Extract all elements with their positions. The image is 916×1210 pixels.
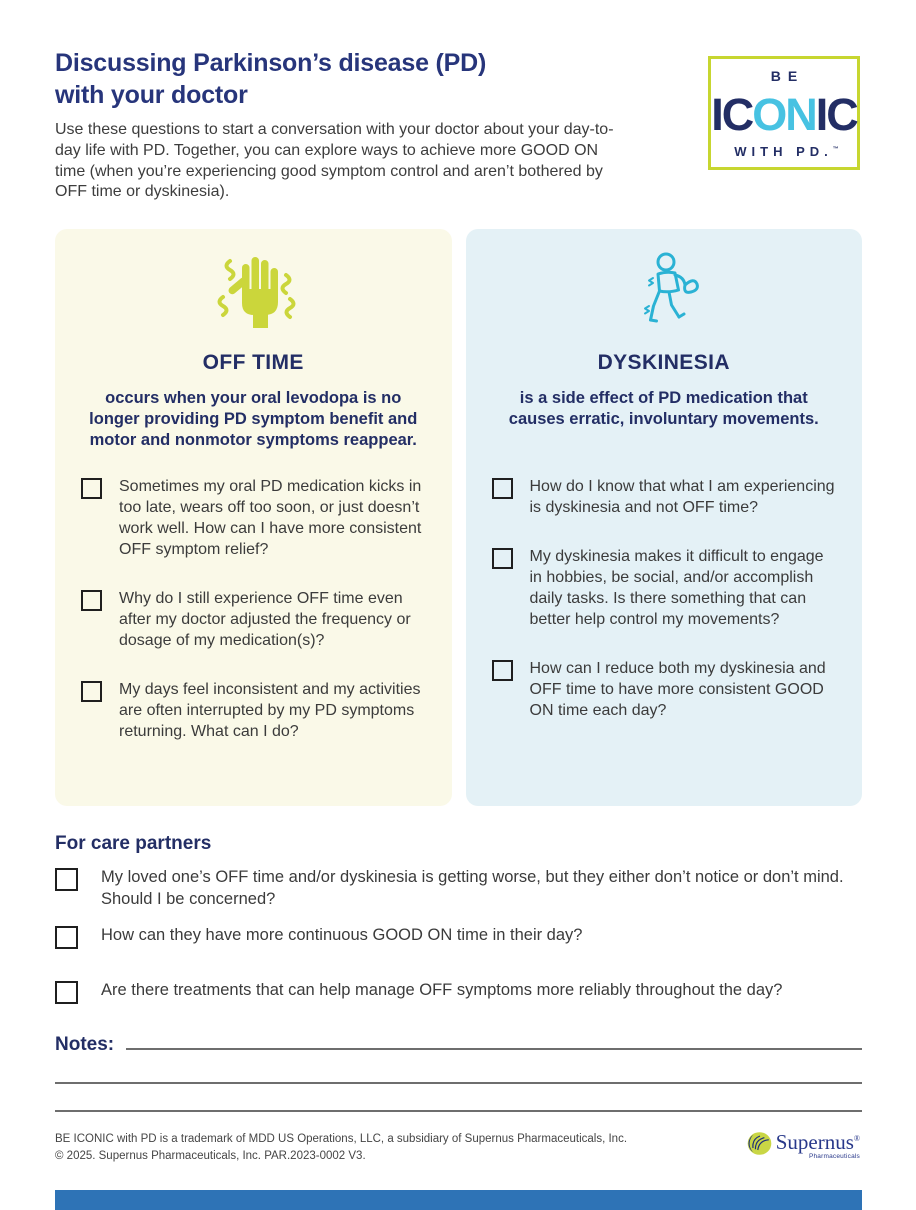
dyskinesia-heading: DYSKINESIA xyxy=(597,351,730,375)
question-row xyxy=(492,547,837,631)
care-partners-heading: For care partners xyxy=(55,833,212,855)
question-text: How can I reduce both my dyskinesia and OFF time to have more consistent GOOD ON time each day? xyxy=(529,659,826,719)
question-row xyxy=(492,659,837,722)
question-checkbox[interactable] xyxy=(55,868,78,891)
notes-section xyxy=(55,1030,862,1112)
dyskinesia-description: is a side effect of PD medication that causes erratic, involuntary movements. xyxy=(508,389,819,429)
question-text: How can they have more continuous GOOD ON time in their day? xyxy=(101,926,583,945)
supernus-logo xyxy=(747,1131,860,1161)
question-text: My dyskinesia makes it difficult to engage in hobbies, be social, and/or accomplish daily tasks. Is there something that can better help control my movements? xyxy=(529,548,824,628)
question-checkbox[interactable] xyxy=(55,981,78,1004)
question-text: Sometimes my oral PD medication kicks in too late, wears off too soon, or just doesn’t work well. How can I have more consistent OFF symptom relief? xyxy=(119,478,422,559)
footer-disclaimer-line1: BE ICONIC with PD is a trademark of MDD US Operations, LLC, a subsidiary of Supernus Pharmaceuticals, Inc. xyxy=(55,1133,628,1146)
logo-with-pd-text xyxy=(729,144,839,159)
care-partners-section xyxy=(55,833,862,1004)
dyskinesia-questions xyxy=(492,477,837,722)
dyskinesia-person-icon xyxy=(492,251,837,335)
notes-line xyxy=(126,1030,862,1050)
dyskinesia-panel xyxy=(466,229,863,806)
question-row xyxy=(81,477,426,561)
question-checkbox[interactable] xyxy=(492,548,513,569)
question-row xyxy=(55,867,862,910)
question-text: My loved one’s OFF time and/or dyskinesia is getting worse, but they either don’t notice or don’t mind. Should I be concerned? xyxy=(101,868,844,908)
question-text: Are there treatments that can help manage OFF symptoms more reliably throughout the day? xyxy=(101,981,783,1000)
care-partners-questions xyxy=(55,867,862,1004)
off-time-heading: OFF TIME xyxy=(202,351,304,375)
header xyxy=(55,48,862,203)
question-checkbox[interactable] xyxy=(492,660,513,681)
off-time-panel xyxy=(55,229,452,806)
registered-mark: ® xyxy=(853,1133,860,1143)
logo-be-text: BE xyxy=(770,68,805,84)
notes-line xyxy=(55,1110,862,1112)
supernus-brand-text: Supernus xyxy=(775,1129,854,1154)
question-row xyxy=(55,925,862,949)
footer-disclaimer xyxy=(55,1131,627,1164)
question-text: My days feel inconsistent and my activities are often interrupted by my PD symptoms returning. What can I do? xyxy=(119,680,421,740)
question-row xyxy=(55,980,862,1004)
footer xyxy=(55,1131,862,1164)
question-row xyxy=(492,477,837,519)
question-text: How do I know that what I am experiencing is dyskinesia and not OFF time? xyxy=(529,478,835,517)
logo-iconic-seg2: ON xyxy=(752,88,816,140)
supernus-name xyxy=(775,1129,860,1154)
question-text: Why do I still experience OFF time even after my doctor adjusted the frequency or dosage of my medication(s)? xyxy=(119,590,411,649)
supernus-wordmark xyxy=(775,1129,860,1161)
logo-with-pd-label: WITH PD. xyxy=(734,144,833,159)
logo-iconic-seg1: IC xyxy=(711,88,753,140)
question-checkbox[interactable] xyxy=(81,590,102,611)
notes-line xyxy=(55,1082,862,1084)
question-checkbox[interactable] xyxy=(81,681,102,702)
page-title xyxy=(55,48,655,111)
off-time-questions xyxy=(81,477,426,743)
bottom-accent-bar xyxy=(55,1190,862,1210)
question-checkbox[interactable] xyxy=(55,926,78,949)
intro-text: Use these questions to start a conversation with your doctor about your day-to-day life with PD. Together, you can explore ways to achieve more GOOD ON time (when you’re experiencing good symptom control and aren’t bothered by OFF time or dyskinesia). xyxy=(55,121,614,201)
logo-iconic-text xyxy=(711,88,857,140)
supernus-swirl-icon xyxy=(747,1131,774,1161)
panels xyxy=(55,229,862,806)
header-left xyxy=(55,48,655,203)
logo-iconic-seg3: IC xyxy=(815,88,857,140)
question-checkbox[interactable] xyxy=(492,478,513,499)
tremor-hand-icon xyxy=(81,251,426,335)
footer-disclaimer-line2: © 2025. Supernus Pharmaceuticals, Inc. PAR.2023-0002 V3. xyxy=(55,1149,366,1162)
question-checkbox[interactable] xyxy=(81,478,102,499)
question-row xyxy=(81,589,426,652)
page-title-line1: Discussing Parkinson’s disease (PD) xyxy=(55,49,487,77)
page-title-line2: with your doctor xyxy=(55,80,248,109)
question-row xyxy=(81,680,426,743)
off-time-description: occurs when your oral levodopa is no longer providing PD symptom benefit and motor and nonmotor symptoms reappear. xyxy=(89,389,418,450)
be-iconic-with-pd-logo xyxy=(708,56,860,170)
notes-label: Notes: xyxy=(55,1034,115,1056)
supernus-pharmaceuticals-text: Pharmaceuticals xyxy=(808,1152,860,1160)
logo-trademark: ™ xyxy=(832,146,839,153)
